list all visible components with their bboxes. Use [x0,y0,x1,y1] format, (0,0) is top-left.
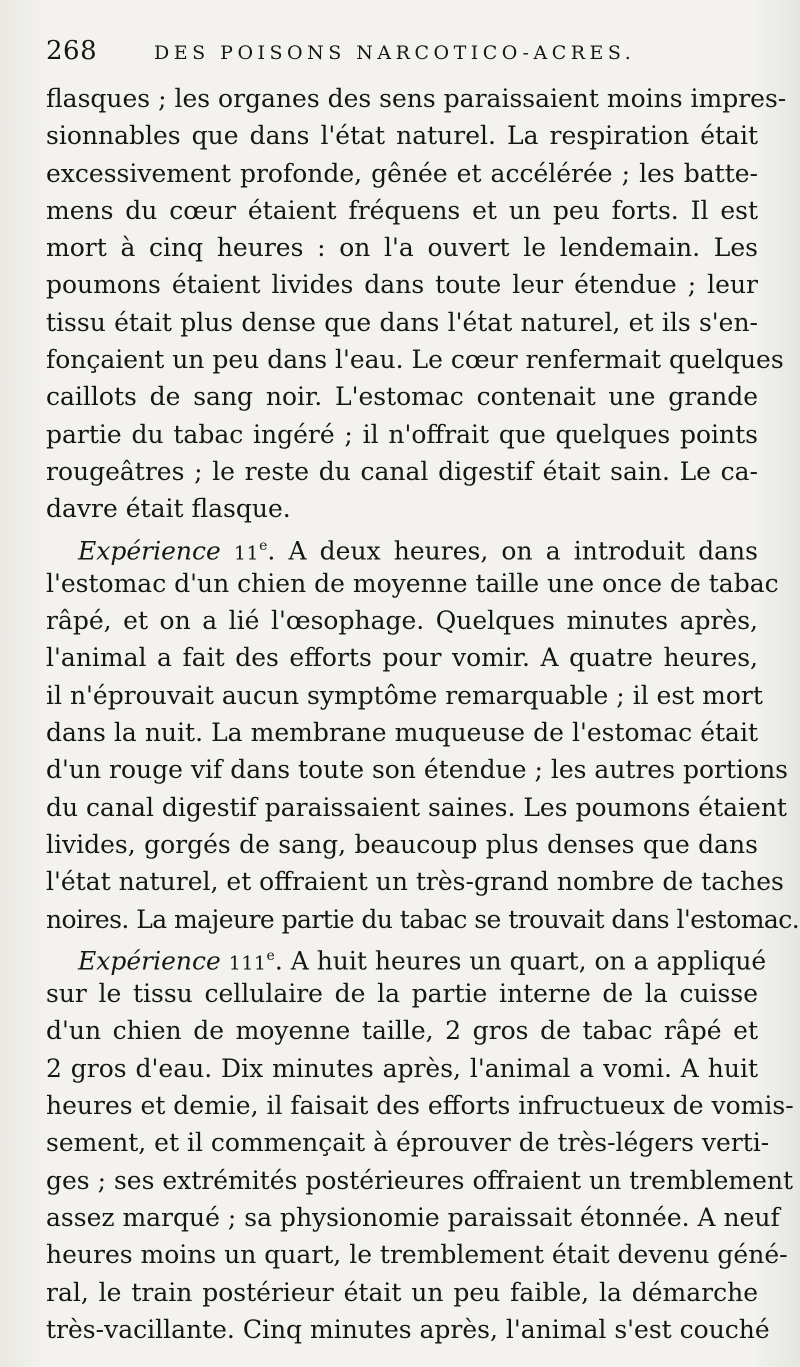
text-line: du canal digestif paraissaient saines. Les poumons étaient [46,792,787,822]
experiment-2-label: Expérience [78,535,221,565]
text-line: caillots de sang noir. L'estomac contenait une grande [46,382,758,412]
experiment-3-sup: e [266,947,275,964]
body-text [46,80,800,1348]
experiment-2-heading-line [46,528,758,565]
text-line: partie du tabac ingéré ; il n'offrait que quelques points [46,419,758,449]
text-line: ral, le train postérieur était un peu faible, la démarche [46,1277,758,1307]
page-header [46,36,746,76]
text-line: l'animal a fait des efforts pour vomir. A quatre heures, [46,643,758,673]
text-line: flasques ; les organes des sens paraissaient moins impres- [46,84,787,113]
text-line: fonçaient un peu dans l'eau. Le cœur renfermait quelques [46,345,784,375]
text-line: assez marqué ; sa physionomie paraissait étonnée. A neuf [46,1202,780,1232]
experiment-2-numeral: 11 [233,541,260,564]
text-line: livides, gorgés de sang, beaucoup plus denses que dans [46,829,758,859]
text-line: râpé, et on a lié l'œsophage. Quelques minutes après, [46,606,758,636]
text-line: il n'éprouvait aucun symptôme remarquable ; il est mort [46,680,763,710]
text-line: davre était flasque. [46,494,291,524]
text-line: sionnables que dans l'état naturel. La respiration était [46,121,758,151]
text-line: l'estomac d'un chien de moyenne taille une once de tabac [46,568,779,598]
text-line: l'état naturel, et offraient un très-grand nombre de taches [46,867,784,897]
text-line: tissu était plus dense que dans l'état naturel, et ils s'en- [46,307,758,337]
text-line: très-vacillante. Cinq minutes après, l'animal s'est couché [46,1314,770,1344]
text-line: heures et demie, il faisait des efforts infructueux de vomis- [46,1091,794,1121]
experiment-2-sup: e [259,537,268,554]
text-line: rougeâtres ; le reste du canal digestif était sain. Le ca- [46,456,758,486]
experiment-2-first-line: . A deux heures, on a introduit dans [267,535,758,565]
text-line: dans la nuit. La membrane muqueuse de l'estomac était [46,718,758,748]
text-line: d'un rouge vif dans toute son étendue ; les autres portions [46,755,789,785]
text-line: heures moins un quart, le tremblement était devenu géné- [46,1240,788,1270]
text-line: mort à cinq heures : on l'a ouvert le lendemain. Les [46,233,758,263]
experiment-3-first-line: . A huit heures un quart, on a appliqué [274,946,767,976]
text-line: sement, et il commençait à éprouver de très-légers verti- [46,1128,770,1158]
experiment-3-heading-line [46,938,767,976]
text-line: d'un chien de moyenne taille, 2 gros de tabac râpé et [46,1016,758,1046]
experiment-3-numeral: 111 [228,952,267,975]
running-head: DES POISONS NARCOTICO-ACRES. [154,42,636,64]
text-line: poumons étaient livides dans toute leur étendue ; leur [46,270,758,300]
text-line: 2 gros d'eau. Dix minutes après, l'animal a vomi. A huit [46,1053,758,1083]
text-line: excessivement profonde, gênée et accélérée ; les batte- [46,158,758,188]
text-line: sur le tissu cellulaire de la partie interne de la cuisse [46,979,758,1009]
text-line: ges ; ses extrémités postérieures offraient un tremblement [46,1165,794,1195]
text-line: noires. La majeure partie du tabac se trouvait dans l'estomac. [46,904,800,934]
text-line: mens du cœur étaient fréquens et un peu forts. Il est [46,195,758,225]
page-number: 268 [46,36,98,66]
experiment-3-label: Expérience [78,946,221,976]
